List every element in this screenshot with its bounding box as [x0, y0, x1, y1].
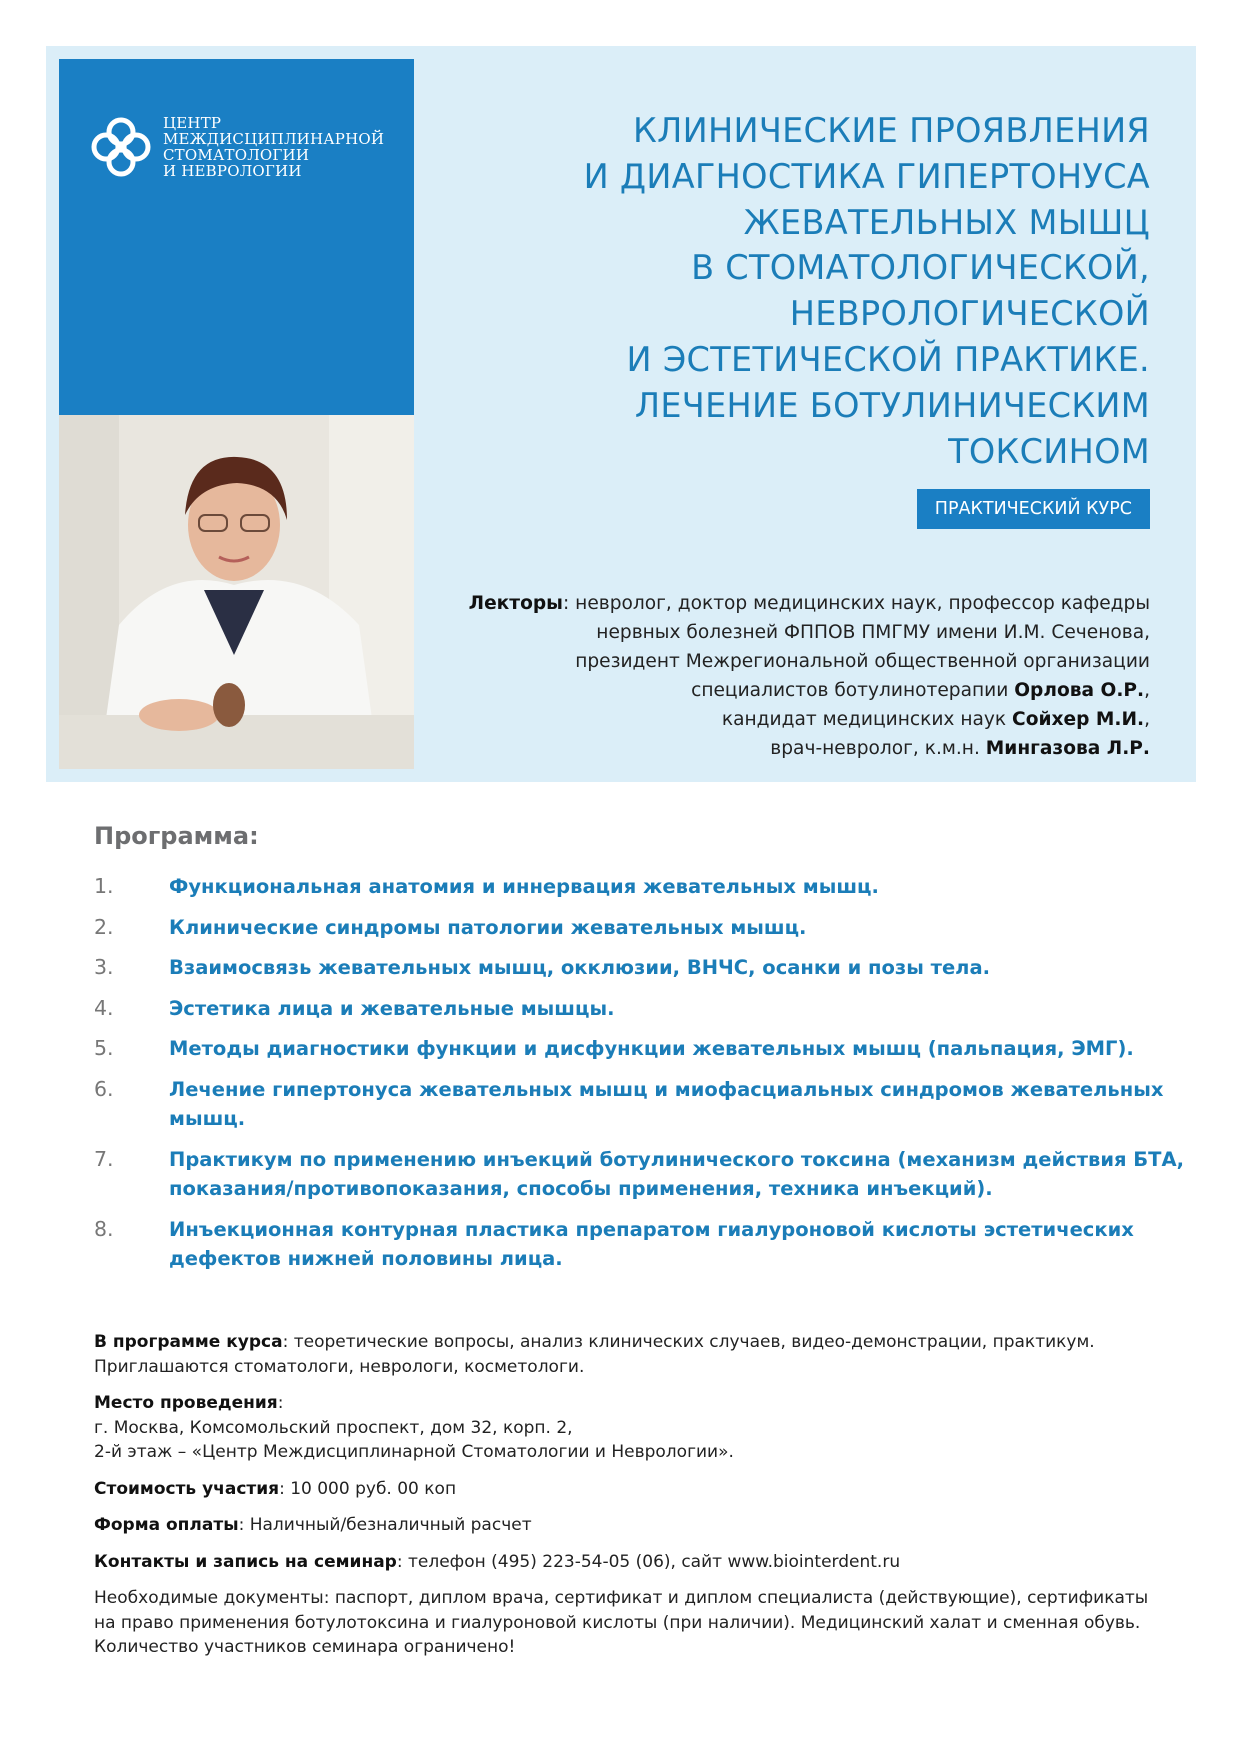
- course-type-badge: ПРАКТИЧЕСКИЙ КУРС: [917, 489, 1150, 529]
- lecturer-photo: [59, 415, 414, 769]
- program-item: [94, 913, 1194, 943]
- program-item: [94, 953, 1194, 983]
- lector-role: специалистов ботулинотерапии: [691, 680, 1015, 701]
- item-text: Функциональная анатомия и иннервация жевательных мышц.: [169, 875, 879, 898]
- item-number: 4.: [94, 995, 114, 1020]
- program-item: [94, 1215, 1194, 1274]
- title-line: И ДИАГНОСТИКА ГИПЕРТОНУСА: [583, 156, 1150, 196]
- lectors-line: [430, 589, 1150, 618]
- item-number: 2.: [94, 914, 114, 939]
- title-line: КЛИНИЧЕСКИЕ ПРОЯВЛЕНИЯ: [633, 111, 1150, 150]
- program-item: [94, 1145, 1194, 1204]
- item-number: 7.: [94, 1146, 114, 1171]
- logo-line: СТОМАТОЛОГИИ: [163, 146, 310, 164]
- item-text: Эстетика лица и жевательные мышцы.: [169, 996, 615, 1020]
- lectors-line: [430, 676, 1150, 705]
- title-line: ТОКСИНОМ: [948, 431, 1150, 471]
- info-text: :: [277, 1393, 284, 1413]
- item-number: 5.: [94, 1036, 114, 1060]
- title-line: ЛЕЧЕНИЕ БОТУЛИНИЧЕСКИМ: [634, 385, 1150, 425]
- info-text: : Наличный/безналичный расчет: [238, 1515, 532, 1535]
- program-item: [94, 1075, 1194, 1134]
- item-number: 1.: [94, 874, 114, 898]
- info-text: Количество участников семинара ограничено!: [94, 1637, 516, 1657]
- logo-panel: [59, 59, 414, 415]
- item-number: 8.: [94, 1216, 114, 1241]
- title-line: ЖЕВАТЕЛЬНЫХ МЫШЦ: [743, 202, 1150, 242]
- payment: [94, 1513, 1174, 1538]
- lectors-block: [430, 589, 1150, 763]
- program-item: [94, 994, 1194, 1024]
- punct: ,: [1144, 709, 1150, 730]
- item-text: Методы диагностики функции и дисфункции жевательных мышц (пальпация, ЭМГ).: [169, 1037, 1134, 1060]
- info-text: на право применения ботулотоксина и гиалуроновой кислоты (при наличии). Медицинский халат и сменная обувь.: [94, 1612, 1141, 1633]
- info-text: : теоретические вопросы, анализ клинических случаев, видео-демонстрации, практикум.: [282, 1332, 1095, 1352]
- lectors-line: нервных болезней ФППОВ ПМГМУ имени И.М. Сеченова,: [596, 622, 1150, 643]
- program-item: [94, 872, 1194, 902]
- contacts: [94, 1550, 1174, 1575]
- title-line: НЕВРОЛОГИЧЕСКОЙ: [789, 294, 1150, 334]
- item-text: Лечение гипертонуса жевательных мышц и миофасциальных синдромов жевательных мышц.: [169, 1077, 1164, 1130]
- item-text: Взаимосвязь жевательных мышц, окклюзии, ВНЧС, осанки и позы тела.: [169, 956, 991, 979]
- title-line: И ЭСТЕТИЧЕСКОЙ ПРАКТИКЕ.: [626, 339, 1150, 379]
- info-label: В программе курса: [94, 1332, 283, 1352]
- venue-address: г. Москва, Комсомольский проспект, дом 32, корп. 2,: [94, 1417, 573, 1438]
- lector-role: врач-невролог, к.м.н.: [770, 738, 986, 759]
- program-list: [94, 872, 1194, 1285]
- item-text: Инъекционная контурная пластика препаратом гиалуроновой кислоты эстетических дефектов нижней половины лица.: [169, 1217, 1134, 1270]
- info-label: Форма оплаты: [94, 1515, 239, 1535]
- lectors-text: : невролог, доктор медицинских наук, профессор кафедры: [562, 593, 1150, 614]
- cost: [94, 1477, 1174, 1502]
- venue: [94, 1391, 1174, 1465]
- info-text: Необходимые документы: паспорт, диплом врача, сертификат и диплом специалиста (действующие), сертификаты: [94, 1588, 1149, 1608]
- course-info: [94, 1330, 1174, 1672]
- punct: ,: [1144, 680, 1150, 701]
- item-text: Практикум по применению инъекций ботулинического токсина (механизм действия БТА, показания/противопоказания, способы применения, техника инъекций).: [169, 1147, 1184, 1200]
- info-text: : телефон (495) 223-54-05 (06), сайт www.biointerdent.ru: [396, 1551, 901, 1572]
- program-heading: Программа:: [94, 822, 259, 850]
- course-title: [510, 108, 1150, 474]
- info-text: Приглашаются стоматологи, неврологи, косметологи.: [94, 1356, 585, 1377]
- lectors-line: президент Межрегиональной общественной организации: [575, 651, 1150, 672]
- item-number: 3.: [94, 955, 114, 979]
- course-content: [94, 1330, 1174, 1379]
- logo-line: ЦЕНТР: [163, 114, 222, 132]
- required-documents: [94, 1586, 1174, 1660]
- item-text: Клинические синдромы патологии жевательных мышц.: [169, 915, 807, 939]
- lectors-label: Лекторы: [468, 593, 563, 614]
- lector-name: Сойхер М.И.: [1012, 709, 1145, 730]
- lectors-line: [430, 705, 1150, 734]
- venue-address: 2-й этаж – «Центр Междисциплинарной Стоматологии и Неврологии».: [94, 1442, 734, 1462]
- logo-text: [163, 115, 384, 179]
- lecturer-photo-illustration: [59, 415, 414, 769]
- item-number: 6.: [94, 1076, 114, 1101]
- info-label: Контакты и запись на семинар: [94, 1551, 397, 1572]
- organization-logo: [89, 115, 384, 179]
- program-item: [94, 1034, 1194, 1064]
- lectors-line: [430, 734, 1150, 763]
- info-label: Стоимость участия: [94, 1478, 280, 1499]
- lector-role: кандидат медицинских наук: [721, 709, 1013, 730]
- title-line: В СТОМАТОЛОГИЧЕСКОЙ,: [691, 248, 1150, 288]
- logo-line: МЕЖДИСЦИПЛИНАРНОЙ: [163, 130, 385, 148]
- lector-name: Мингазова Л.Р.: [985, 738, 1150, 759]
- logo-line: И НЕВРОЛОГИИ: [163, 162, 302, 180]
- info-text: : 10 000 руб. 00 коп: [279, 1478, 457, 1499]
- info-label: Место проведения: [94, 1393, 278, 1413]
- interlocking-rings-icon: [89, 115, 153, 179]
- lector-name: Орлова О.Р.: [1014, 680, 1145, 701]
